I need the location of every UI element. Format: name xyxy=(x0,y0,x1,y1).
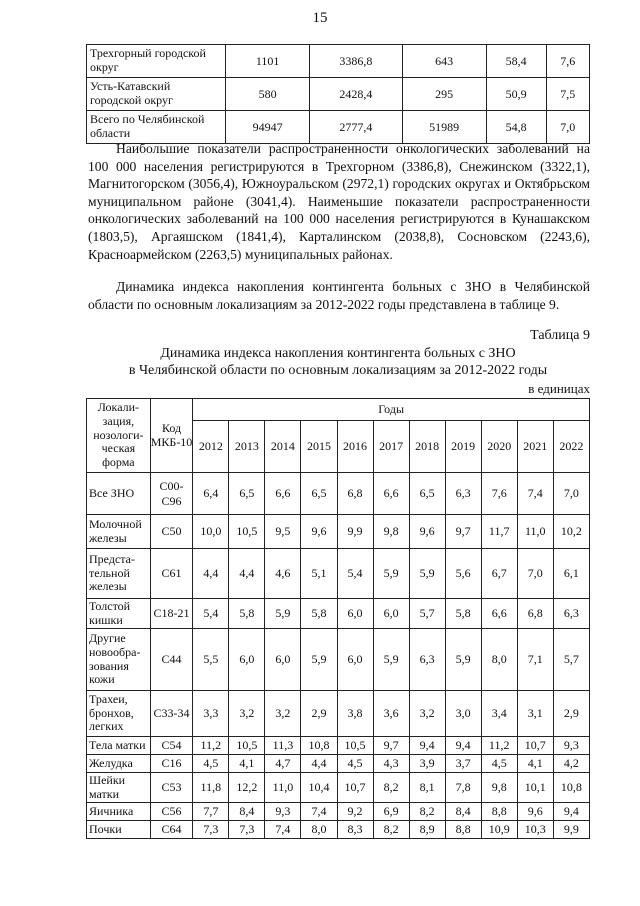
value-cell: 8,2 xyxy=(373,773,409,803)
value-cell: 9,6 xyxy=(517,803,553,821)
table-title-line: Динамика индекса накопления контингента больных с ЗНО xyxy=(160,346,516,361)
table-row xyxy=(87,821,590,839)
icd-code-cell: С61 xyxy=(150,549,193,599)
value-cell: 8,9 xyxy=(409,821,445,839)
value-cell: 11,8 xyxy=(193,773,229,803)
value-cell: 6,8 xyxy=(517,599,553,629)
value-cell: 4,5 xyxy=(337,755,373,773)
localization-cell: Почки xyxy=(87,821,151,839)
localization-cell: Тела матки xyxy=(87,737,151,755)
value-cell: 6,1 xyxy=(553,549,589,599)
header-row xyxy=(87,399,590,421)
localization-cell: Другие новообра-зования кожи xyxy=(87,629,151,691)
value-cell: 6,5 xyxy=(301,473,337,515)
value-cell: 7,4 xyxy=(265,821,301,839)
value-cell: 10,9 xyxy=(481,821,517,839)
value-cell: 3,6 xyxy=(373,691,409,737)
value-cell: 2428,4 xyxy=(310,78,402,111)
paragraph-text: Наибольшие показатели распространенности онкологических заболеваний на 100 000 населения регистрируются в Трехгорном (3386,8), Снежинском (3322,1), Магнитогорском (3056,4), Южноуральском (2972,1) городских округах и Октябрьском муниципальном районе (3041,4). Наименьшие показатели распространенности онкологических заболеваний на 100 000 населения регистрируются в Кунашакском (1803,5), Аргаяшском (1841,4), Карталинском (2038,8), Сосновском (2243,6), Красноармейском (2263,5) муниципальных районах. xyxy=(88,141,590,262)
value-cell: 9,7 xyxy=(445,515,481,549)
value-cell: 9,7 xyxy=(373,737,409,755)
value-cell: 9,4 xyxy=(553,803,589,821)
value-cell: 6,3 xyxy=(553,599,589,629)
value-cell: 9,8 xyxy=(373,515,409,549)
value-cell: 7,6 xyxy=(546,45,590,78)
value-cell: 2,9 xyxy=(301,691,337,737)
value-cell: 11,3 xyxy=(265,737,301,755)
table-9 xyxy=(86,398,590,839)
year-header: 2018 xyxy=(409,421,445,473)
table-title xyxy=(86,345,590,379)
table-row xyxy=(87,629,590,691)
value-cell: 2,9 xyxy=(553,691,589,737)
value-cell: 51989 xyxy=(402,111,486,144)
value-cell: 8,3 xyxy=(337,821,373,839)
value-cell: 7,3 xyxy=(229,821,265,839)
value-cell: 3,7 xyxy=(445,755,481,773)
icd-code-cell: С44 xyxy=(150,629,193,691)
paragraph-prevalence xyxy=(88,140,590,263)
icd-code-cell: С18-21 xyxy=(150,599,193,629)
value-cell: 9,3 xyxy=(265,803,301,821)
value-cell: 5,9 xyxy=(445,629,481,691)
value-cell: 8,1 xyxy=(409,773,445,803)
value-cell: 7,6 xyxy=(481,473,517,515)
value-cell: 3,2 xyxy=(229,691,265,737)
year-header: 2016 xyxy=(337,421,373,473)
table-row xyxy=(87,78,590,111)
value-cell: 7,7 xyxy=(193,803,229,821)
value-cell: 3,8 xyxy=(337,691,373,737)
value-cell: 3,4 xyxy=(481,691,517,737)
value-cell: 10,2 xyxy=(553,515,589,549)
header-localization: Локали-зация, нозологи-ческая форма xyxy=(87,399,151,473)
value-cell: 9,6 xyxy=(409,515,445,549)
value-cell: 6,6 xyxy=(373,473,409,515)
value-cell: 10,7 xyxy=(337,773,373,803)
value-cell: 5,4 xyxy=(337,549,373,599)
value-cell: 8,2 xyxy=(373,821,409,839)
value-cell: 6,5 xyxy=(229,473,265,515)
value-cell: 11,7 xyxy=(481,515,517,549)
value-cell: 7,0 xyxy=(546,111,590,144)
localization-cell: Все ЗНО xyxy=(87,473,151,515)
value-cell: 295 xyxy=(402,78,486,111)
value-cell: 10,1 xyxy=(517,773,553,803)
year-header: 2012 xyxy=(193,421,229,473)
localization-cell: Молочной железы xyxy=(87,515,151,549)
value-cell: 10,8 xyxy=(301,737,337,755)
value-cell: 5,1 xyxy=(301,549,337,599)
value-cell: 9,4 xyxy=(409,737,445,755)
value-cell: 6,5 xyxy=(409,473,445,515)
table-row xyxy=(87,45,590,78)
value-cell: 3,0 xyxy=(445,691,481,737)
value-cell: 11,0 xyxy=(265,773,301,803)
value-cell: 9,8 xyxy=(481,773,517,803)
value-cell: 4,1 xyxy=(517,755,553,773)
value-cell: 6,0 xyxy=(337,599,373,629)
localization-cell: Шейки матки xyxy=(87,773,151,803)
value-cell: 8,0 xyxy=(481,629,517,691)
icd-code-cell: С16 xyxy=(150,755,193,773)
value-cell: 580 xyxy=(226,78,310,111)
value-cell: 6,7 xyxy=(481,549,517,599)
value-cell: 4,3 xyxy=(373,755,409,773)
value-cell: 3,9 xyxy=(409,755,445,773)
value-cell: 3386,8 xyxy=(310,45,402,78)
header-years: Годы xyxy=(193,399,590,421)
value-cell: 5,8 xyxy=(229,599,265,629)
value-cell: 50,9 xyxy=(486,78,546,111)
localization-cell: Предста-тельной железы xyxy=(87,549,151,599)
paragraph-dynamics xyxy=(88,278,590,313)
value-cell: 54,8 xyxy=(486,111,546,144)
unit-note: в единицах xyxy=(528,381,590,396)
table-row xyxy=(87,111,590,144)
value-cell: 94947 xyxy=(226,111,310,144)
year-header: 2021 xyxy=(517,421,553,473)
value-cell: 5,7 xyxy=(409,599,445,629)
value-cell: 5,9 xyxy=(301,629,337,691)
localization-cell: Толстой кишки xyxy=(87,599,151,629)
value-cell: 5,9 xyxy=(373,549,409,599)
year-header: 2014 xyxy=(265,421,301,473)
year-header: 2019 xyxy=(445,421,481,473)
district-name-cell: Трехгорный городской округ xyxy=(87,45,226,78)
value-cell: 6,0 xyxy=(265,629,301,691)
year-header: 2020 xyxy=(481,421,517,473)
value-cell: 9,2 xyxy=(337,803,373,821)
value-cell: 7,0 xyxy=(553,473,589,515)
district-name-cell: Усть-Катавский городской округ xyxy=(87,78,226,111)
value-cell: 4,7 xyxy=(265,755,301,773)
value-cell: 7,1 xyxy=(517,629,553,691)
value-cell: 7,3 xyxy=(193,821,229,839)
value-cell: 643 xyxy=(402,45,486,78)
value-cell: 5,8 xyxy=(301,599,337,629)
value-cell: 5,6 xyxy=(445,549,481,599)
icd-code-cell: С50 xyxy=(150,515,193,549)
value-cell: 6,3 xyxy=(409,629,445,691)
value-cell: 11,0 xyxy=(517,515,553,549)
table-label: Таблица 9 xyxy=(530,328,590,343)
value-cell: 11,2 xyxy=(193,737,229,755)
table-title-line: в Челябинской области по основным локализациям за 2012-2022 годы xyxy=(128,363,548,378)
value-cell: 10,7 xyxy=(517,737,553,755)
value-cell: 6,4 xyxy=(193,473,229,515)
value-cell: 4,5 xyxy=(481,755,517,773)
value-cell: 4,4 xyxy=(193,549,229,599)
page-number: 15 xyxy=(312,10,328,26)
value-cell: 6,0 xyxy=(229,629,265,691)
value-cell: 8,8 xyxy=(445,821,481,839)
value-cell: 1101 xyxy=(226,45,310,78)
table-row xyxy=(87,599,590,629)
icd-code-cell: С53 xyxy=(150,773,193,803)
value-cell: 8,2 xyxy=(409,803,445,821)
value-cell: 8,0 xyxy=(301,821,337,839)
table-row xyxy=(87,737,590,755)
district-summary-table xyxy=(86,44,590,144)
value-cell: 4,5 xyxy=(193,755,229,773)
value-cell: 3,2 xyxy=(265,691,301,737)
value-cell: 9,4 xyxy=(445,737,481,755)
value-cell: 10,4 xyxy=(301,773,337,803)
value-cell: 5,9 xyxy=(409,549,445,599)
value-cell: 6,0 xyxy=(337,629,373,691)
year-header: 2017 xyxy=(373,421,409,473)
value-cell: 6,6 xyxy=(265,473,301,515)
icd-code-cell: С54 xyxy=(150,737,193,755)
value-cell: 8,4 xyxy=(445,803,481,821)
value-cell: 3,3 xyxy=(193,691,229,737)
value-cell: 7,4 xyxy=(301,803,337,821)
value-cell: 10,5 xyxy=(337,737,373,755)
localization-cell: Желудка xyxy=(87,755,151,773)
value-cell: 4,4 xyxy=(229,549,265,599)
table-row xyxy=(87,473,590,515)
paragraph-text: Динамика индекса накопления контингента больных с ЗНО в Челябинской области по основным локализациям за 2012-2022 годы представлена в таблице 9. xyxy=(88,279,590,312)
header-icd-code: Код МКБ-10 xyxy=(150,399,193,473)
value-cell: 10,0 xyxy=(193,515,229,549)
value-cell: 2777,4 xyxy=(310,111,402,144)
table-row xyxy=(87,773,590,803)
icd-code-cell: С56 xyxy=(150,803,193,821)
value-cell: 12,2 xyxy=(229,773,265,803)
value-cell: 4,6 xyxy=(265,549,301,599)
localization-cell: Яичника xyxy=(87,803,151,821)
value-cell: 5,9 xyxy=(373,629,409,691)
value-cell: 8,8 xyxy=(481,803,517,821)
value-cell: 6,0 xyxy=(373,599,409,629)
value-cell: 5,4 xyxy=(193,599,229,629)
value-cell: 11,2 xyxy=(481,737,517,755)
value-cell: 5,7 xyxy=(553,629,589,691)
value-cell: 7,0 xyxy=(517,549,553,599)
value-cell: 6,8 xyxy=(337,473,373,515)
value-cell: 58,4 xyxy=(486,45,546,78)
district-name-cell: Всего по Челябинской области xyxy=(87,111,226,144)
value-cell: 9,6 xyxy=(301,515,337,549)
value-cell: 3,2 xyxy=(409,691,445,737)
value-cell: 10,5 xyxy=(229,515,265,549)
value-cell: 7,4 xyxy=(517,473,553,515)
value-cell: 9,3 xyxy=(553,737,589,755)
icd-code-cell: С00-С96 xyxy=(150,473,193,515)
value-cell: 7,5 xyxy=(546,78,590,111)
year-header: 2022 xyxy=(553,421,589,473)
value-cell: 4,4 xyxy=(301,755,337,773)
value-cell: 10,3 xyxy=(517,821,553,839)
value-cell: 10,5 xyxy=(229,737,265,755)
value-cell: 6,6 xyxy=(481,599,517,629)
table-row xyxy=(87,803,590,821)
value-cell: 6,3 xyxy=(445,473,481,515)
table-row xyxy=(87,755,590,773)
value-cell: 6,9 xyxy=(373,803,409,821)
value-cell: 9,5 xyxy=(265,515,301,549)
localization-cell: Трахеи, бронхов, легких xyxy=(87,691,151,737)
year-header: 2013 xyxy=(229,421,265,473)
icd-code-cell: С64 xyxy=(150,821,193,839)
value-cell: 5,8 xyxy=(445,599,481,629)
value-cell: 7,8 xyxy=(445,773,481,803)
value-cell: 4,1 xyxy=(229,755,265,773)
value-cell: 3,1 xyxy=(517,691,553,737)
table-row xyxy=(87,515,590,549)
value-cell: 5,9 xyxy=(265,599,301,629)
table-row xyxy=(87,691,590,737)
value-cell: 4,2 xyxy=(553,755,589,773)
icd-code-cell: С33-34 xyxy=(150,691,193,737)
table-row xyxy=(87,549,590,599)
value-cell: 9,9 xyxy=(553,821,589,839)
value-cell: 8,4 xyxy=(229,803,265,821)
year-header: 2015 xyxy=(301,421,337,473)
value-cell: 10,8 xyxy=(553,773,589,803)
value-cell: 5,5 xyxy=(193,629,229,691)
value-cell: 9,9 xyxy=(337,515,373,549)
